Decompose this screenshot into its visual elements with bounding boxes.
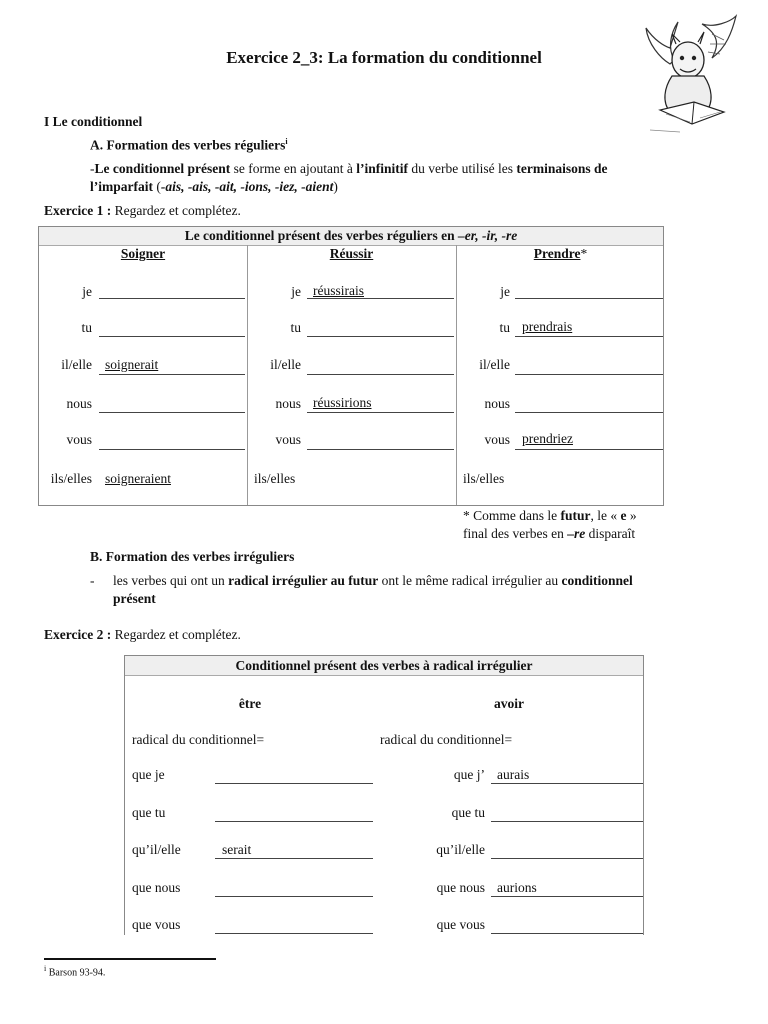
answer-blank[interactable] [307,298,454,299]
pronoun-que-j: que j’ [453,767,485,782]
pronoun-tu: tu [81,320,92,335]
subsection-a-label: A. Formation des verbes réguliers [90,137,286,153]
rule-endings: -ais, -ais, -ait, -ions, -iez, -aient [160,179,334,194]
pronoun-tu: tu [290,320,301,335]
pronoun-il-elle: il/elle [479,357,510,372]
bullet-bold-1: radical irrégulier au futur [228,573,379,588]
exercise-2-label: Exercice 2 : [44,627,112,642]
pronoun-nous: nous [484,396,510,411]
footnote-futur-line-1 [463,508,637,524]
radical-label: radical du conditionnel= [380,732,513,747]
answer-blank[interactable] [99,336,245,337]
bullet-dash: - [90,573,95,588]
answer-serait: serait [222,842,252,857]
asterisk-mark: * [580,246,588,261]
gargoyle-illustration [640,14,738,138]
verb-heading-reussir: Réussir [329,246,374,261]
rule-text-4: ) [333,179,338,194]
footnote-futur-line-2 [463,526,635,542]
answer-blank[interactable] [491,783,643,784]
answer-blank[interactable] [515,412,663,413]
verb-heading-avoir: avoir [494,696,524,711]
answer-blank[interactable] [99,412,245,413]
note-bold-re: –re [567,526,586,541]
exercise-2-text: Regardez et complétez. [111,627,241,642]
table-1-caption-endings: –er, -ir, -re [458,228,518,243]
subsection-b-heading: B. Formation des verbes irréguliers [90,549,295,564]
exercise-1-text: Regardez et complétez. [111,203,241,218]
verb-heading-prendre [456,246,665,262]
answer-blank[interactable] [99,374,245,375]
note-text-5: disparaît [585,526,636,541]
note-text-2: , le « [590,508,621,523]
answer-reussirais: réussirais [313,283,364,298]
answer-blank[interactable] [515,298,663,299]
answer-reussirions: réussirions [313,395,372,410]
answer-blank[interactable] [215,858,373,859]
answer-blank[interactable] [491,896,643,897]
answer-blank[interactable] [307,412,454,413]
rule-line-2 [90,179,338,195]
rule-bold-3: terminaisons de [516,161,608,176]
pronoun-que-tu: que tu [132,805,166,820]
answer-blank[interactable] [491,821,643,822]
footnote [44,964,105,978]
answer-blank[interactable] [215,821,373,822]
answer-blank[interactable] [491,933,643,934]
pronoun-il-elle: il/elle [270,357,301,372]
bullet-line-2: présent [113,591,156,606]
bullet-text-1: les verbes qui ont un [113,573,229,588]
conjugation-table-irregular [124,655,644,935]
pronoun-vous: vous [275,432,301,447]
bullet-bold-2: conditionnel [561,573,633,588]
pronoun-ils-elles: ils/elles [254,471,296,486]
table-2-caption: Conditionnel présent des verbes à radical irrégulier [125,656,643,676]
answer-prendriez: prendriez [522,431,573,446]
answer-soigneraient: soigneraient [105,471,171,486]
note-bold-futur: futur [560,508,591,523]
note-text-4: final des verbes en [463,526,568,541]
pronoun-que-nous: que nous [436,880,485,895]
rule-text-2: du verbe utilisé les [407,161,517,176]
verb-heading-etre: être [238,696,262,711]
radical-label: radical du conditionnel= [132,732,265,747]
answer-aurions: aurions [497,880,537,895]
answer-blank[interactable] [307,336,454,337]
pronoun-vous: vous [484,432,510,447]
pronoun-je: je [500,284,510,299]
pronoun-qu-il-elle: qu’il/elle [132,842,181,857]
footnote-text: Barson 93-94. [46,967,106,979]
exercise-2-instruction [44,627,241,643]
answer-soignerait: soignerait [105,357,159,372]
pronoun-ils-elles: ils/elles [50,471,92,486]
bullet-text-2: ont le même radical irrégulier au [378,573,562,588]
answer-blank[interactable] [307,449,454,450]
table-1-caption-start: Le conditionnel présent des verbes réguliers en [184,228,459,243]
rule-text-1: se forme en ajoutant à [230,161,357,176]
pronoun-que-vous: que vous [132,917,181,932]
rule-bold-2: l’infinitif [356,161,408,176]
answer-blank[interactable] [99,298,245,299]
pronoun-il-elle: il/elle [61,357,92,372]
pronoun-que-nous: que nous [132,880,181,895]
verb-heading-soigner: Soigner [120,246,166,261]
note-text-1: * Comme dans le [463,508,561,523]
answer-blank[interactable] [515,449,663,450]
answer-blank[interactable] [215,933,373,934]
exercise-1-instruction [44,203,241,219]
pronoun-je: je [82,284,92,299]
answer-prendrais: prendrais [522,319,573,334]
page-title: Exercice 2_3: La formation du conditionnel [226,48,542,67]
note-bold-e: e [620,508,627,523]
bullet-line-1 [113,573,633,589]
answer-blank[interactable] [307,374,454,375]
pronoun-que-je: que je [132,767,165,782]
answer-blank[interactable] [215,783,373,784]
exercise-1-label: Exercice 1 : [44,203,112,218]
pronoun-nous: nous [275,396,301,411]
footnote-separator [44,958,216,960]
footnote-ref: i [285,137,288,146]
pronoun-ils-elles: ils/elles [463,471,505,486]
footnote-mark: i [44,964,47,973]
table-1-caption [39,227,663,246]
verb-heading-prendre-label: Prendre [533,246,581,261]
rule-bold-4: l’imparfait [90,179,153,194]
subsection-a-heading [90,137,288,154]
rule-line-1 [90,161,607,177]
rule-text-3: ( [153,179,161,194]
conjugation-table-regular [38,226,664,506]
answer-blank[interactable] [215,896,373,897]
answer-blank[interactable] [99,449,245,450]
pronoun-vous: vous [66,432,92,447]
answer-blank[interactable] [515,374,663,375]
rule-bold-1: Le conditionnel présent [94,161,231,176]
pronoun-nous: nous [66,396,92,411]
pronoun-qu-il-elle: qu’il/elle [436,842,485,857]
pronoun-que-tu: que tu [451,805,485,820]
pronoun-que-vous: que vous [436,917,485,932]
pronoun-tu: tu [499,320,510,335]
rule-dash: - [90,161,95,176]
section-heading: I Le conditionnel [44,114,143,129]
note-text-3: » [626,508,637,523]
answer-aurais: aurais [497,767,530,782]
answer-blank[interactable] [515,336,663,337]
pronoun-je: je [291,284,301,299]
answer-blank[interactable] [491,858,643,859]
